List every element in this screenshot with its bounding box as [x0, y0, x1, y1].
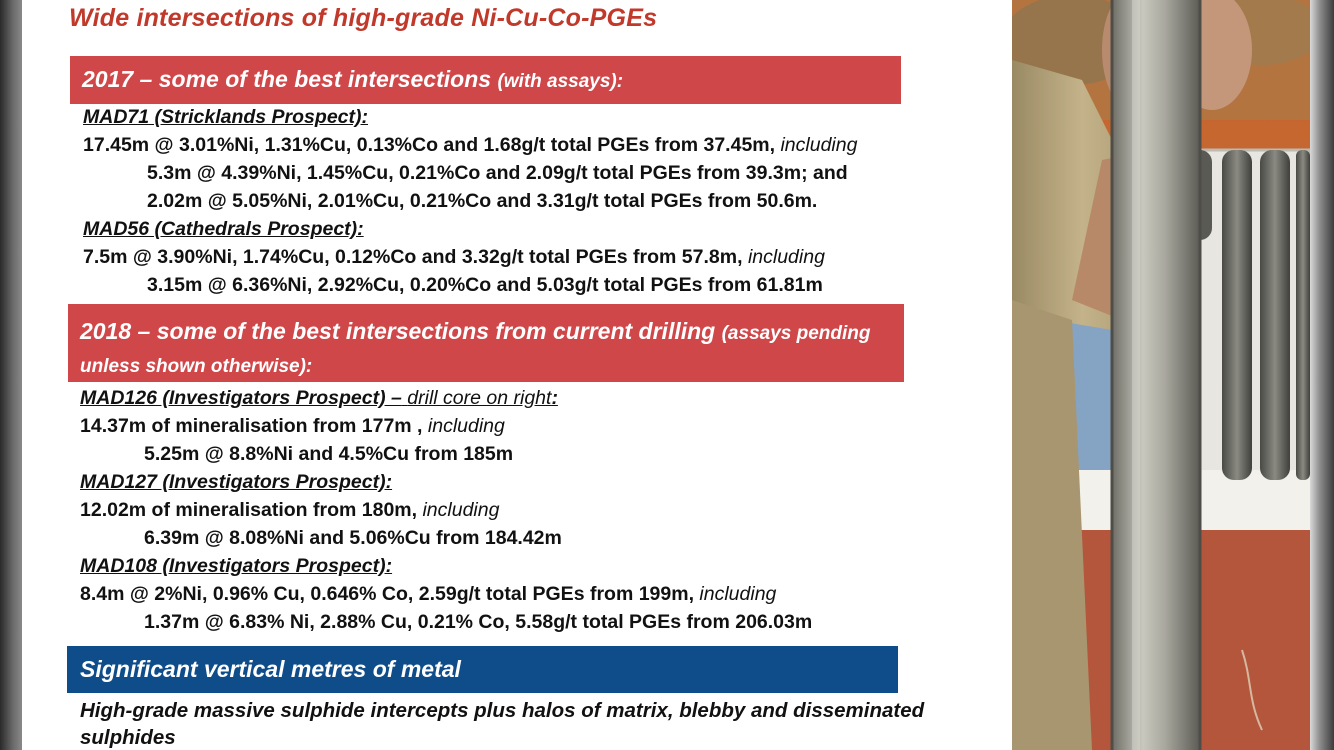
banner-2017-main: 2017 – some of the best intersections	[82, 66, 492, 92]
slide	[22, 0, 1012, 750]
mad126-line-1-note: including	[427, 415, 505, 437]
slide-title: Wide intersections of high-grade Ni-Cu-Co-PGEs	[69, 4, 658, 32]
mad108-heading: MAD108 (Investigators Prospect):	[80, 555, 393, 577]
mad127-line-1-note: including	[422, 499, 500, 521]
footer-text: High-grade massive sulphide intercepts plus halos of matrix, blebby and disseminated sulphides	[80, 699, 925, 749]
mad71-line-1	[83, 134, 857, 157]
banner-2018	[68, 304, 904, 382]
mad126-line-1-text: 14.37m of mineralisation from 177m ,	[80, 415, 423, 437]
mad71-line-1-note: including	[780, 134, 858, 156]
mad108-line-2: 1.37m @ 6.83% Ni, 2.88% Cu, 0.21% Co, 5.58g/t total PGEs from 206.03m	[144, 611, 813, 633]
mad126-line-2: 5.25m @ 8.8%Ni and 4.5%Cu from 185m	[144, 443, 514, 465]
mad71-heading: MAD71 (Stricklands Prospect):	[83, 106, 368, 128]
mad108-line-1-note: including	[699, 583, 777, 605]
mad56-line-2: 3.15m @ 6.36%Ni, 2.92%Cu, 0.20%Co and 5.03g/t total PGEs from 61.81m	[147, 274, 823, 296]
mad127-heading: MAD127 (Investigators Prospect):	[80, 471, 393, 493]
mad127-line-2: 6.39m @ 8.08%Ni and 5.06%Cu from 184.42m	[144, 527, 562, 549]
screen-frame-right	[1310, 0, 1334, 750]
mad108-line-1-text: 8.4m @ 2%Ni, 0.96% Cu, 0.646% Co, 2.59g/t total PGEs from 199m,	[80, 583, 694, 605]
drill-core-photo	[1012, 0, 1310, 750]
mad71-line-1-text: 17.45m @ 3.01%Ni, 1.31%Cu, 0.13%Co and 1.68g/t total PGEs from 37.45m,	[83, 134, 776, 156]
mad126-line-1	[80, 415, 505, 438]
mad108-line-1	[80, 583, 776, 606]
mad127-line-1-text: 12.02m of mineralisation from 180m,	[80, 499, 418, 521]
banner-2018-sub: (assays pending unless shown otherwise):	[80, 323, 871, 377]
banner-2017	[70, 56, 901, 104]
banner-2017-sub: (with assays):	[497, 71, 624, 92]
mad71-line-2: 5.3m @ 4.39%Ni, 1.45%Cu, 0.21%Co and 2.09g/t total PGEs from 39.3m; and	[147, 162, 848, 184]
screen-frame-left	[0, 0, 22, 750]
mad127-line-1	[80, 499, 499, 522]
banner-metal: Significant vertical metres of metal	[67, 646, 898, 693]
mad126-heading-note: drill core on right	[407, 387, 552, 409]
mad126-heading-end: :	[551, 387, 558, 409]
mad56-line-1-note: including	[747, 246, 825, 268]
mad56-line-1-text: 7.5m @ 3.90%Ni, 1.74%Cu, 0.12%Co and 3.32g/t total PGEs from 57.8m,	[83, 246, 743, 268]
mad126-heading-text: MAD126 (Investigators Prospect) –	[80, 387, 402, 409]
mad56-line-1	[83, 246, 825, 269]
mad71-line-3: 2.02m @ 5.05%Ni, 2.01%Cu, 0.21%Co and 3.31g/t total PGEs from 50.6m.	[147, 190, 818, 212]
mad126-heading	[80, 387, 558, 410]
drill-core-photo-illustration	[1012, 0, 1310, 750]
mad56-heading: MAD56 (Cathedrals Prospect):	[83, 218, 364, 240]
banner-2018-main: 2018 – some of the best intersections from current drilling	[80, 318, 716, 344]
